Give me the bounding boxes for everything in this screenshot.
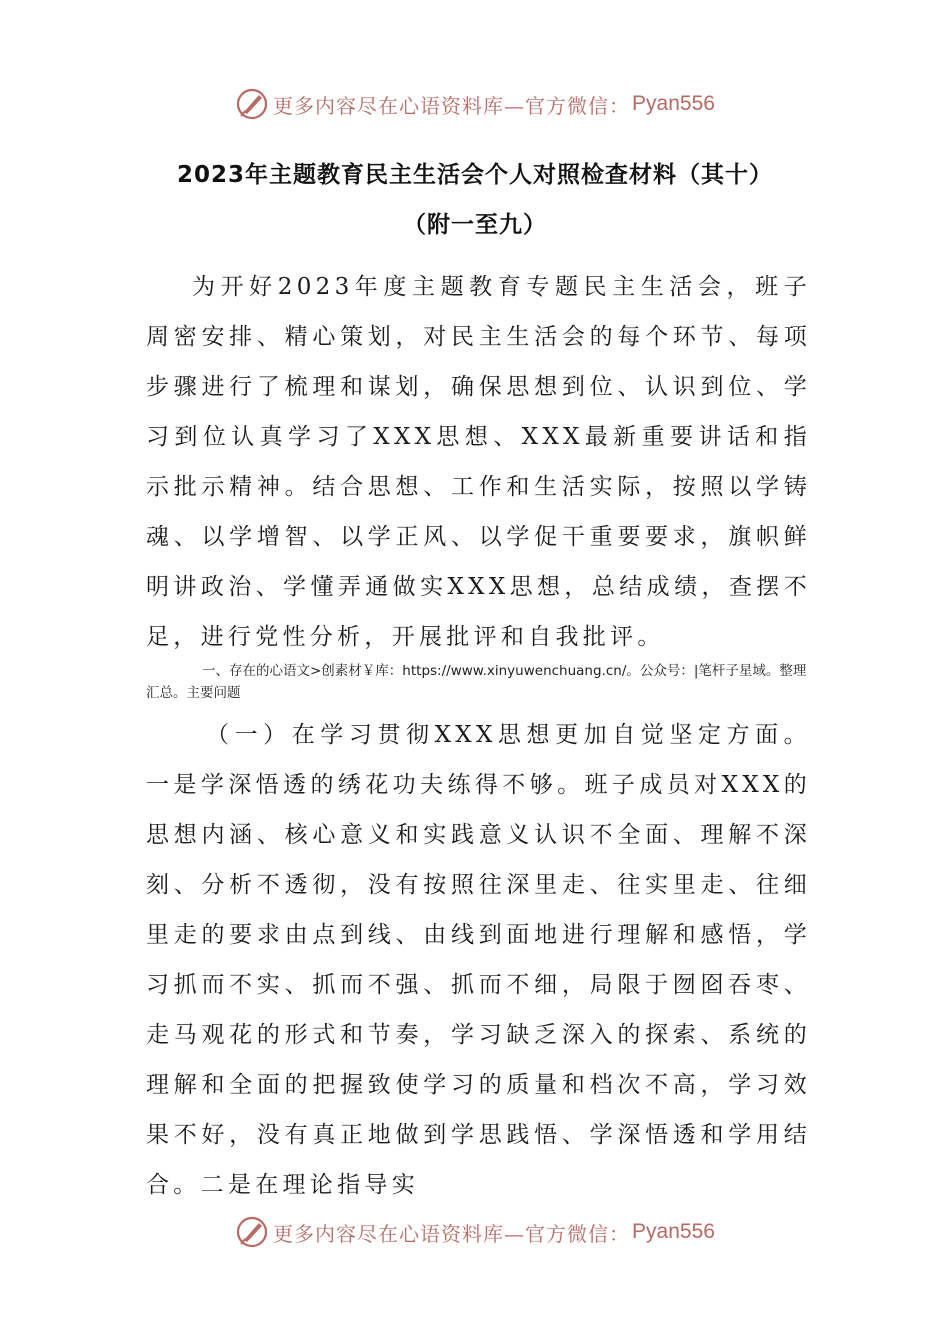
banner-text: 更多内容尽在心语资料库—官方微信： xyxy=(273,93,631,118)
quill-logo-icon xyxy=(235,87,269,121)
intro-paragraph: 为开好2023年度主题教育专题民主生活会，班子周密安排、精心策划，对民主生活会的每个环节、每项步骤进行了梳理和谋划，确保思想到位、认识到位、学习到位认真学习了XXX思想、XXX最新重要讲话和指示批示精神。结合思想、工作和生活实际，按照以学铸魂、以学增智、以学正风、以学促干重要要求，旗帜鲜明讲政治、学懂弄通做实XXX思想，总结成绩，查摆不足，进行党性分析，开展批评和自我批评。 xyxy=(146,274,811,650)
document-subtitle: （附一至九） xyxy=(403,212,547,238)
section-1-paragraph: （一）在学习贯彻XXX思想更加自觉坚定方面。一是学深悟透的绣花功夫练得不够。班子成员对XXX的思想内涵、核心意义和实践意义认识不全面、理解不深刻、分析不透彻，没有按照往深里走、往实里走、往细里走的要求由点到线、由线到面地进行理解和感悟，学习抓而不实、抓而不强、抓而不细，局限于囫囵吞枣、走马观花的形式和节奏，学习缺乏深入的探索、系统的理解和全面的把握致使学习的质量和档次不高，学习效果不好，没有真正地做到学思践悟、学深悟透和学用结合。二是在理论指导实 xyxy=(146,722,811,1198)
banner-text: 更多内容尽在心语资料库—官方微信： xyxy=(273,1221,631,1246)
section-heading-note: 一、存在的心语文>创素材￥库：https://www.xinyuwenchuang.cn/。公众号：|笔杆子星域。整理汇总。主要问题 xyxy=(146,663,807,701)
banner-wechat-id: Pyan556 xyxy=(632,1220,715,1243)
header-watermark-banner xyxy=(0,82,950,126)
banner-wechat-id: Pyan556 xyxy=(632,92,715,115)
document-title: 2023年主题教育民主生活会个人对照检查材料（其十） xyxy=(176,162,773,188)
quill-logo-icon xyxy=(235,1215,269,1249)
footer-watermark-banner xyxy=(0,1210,950,1254)
